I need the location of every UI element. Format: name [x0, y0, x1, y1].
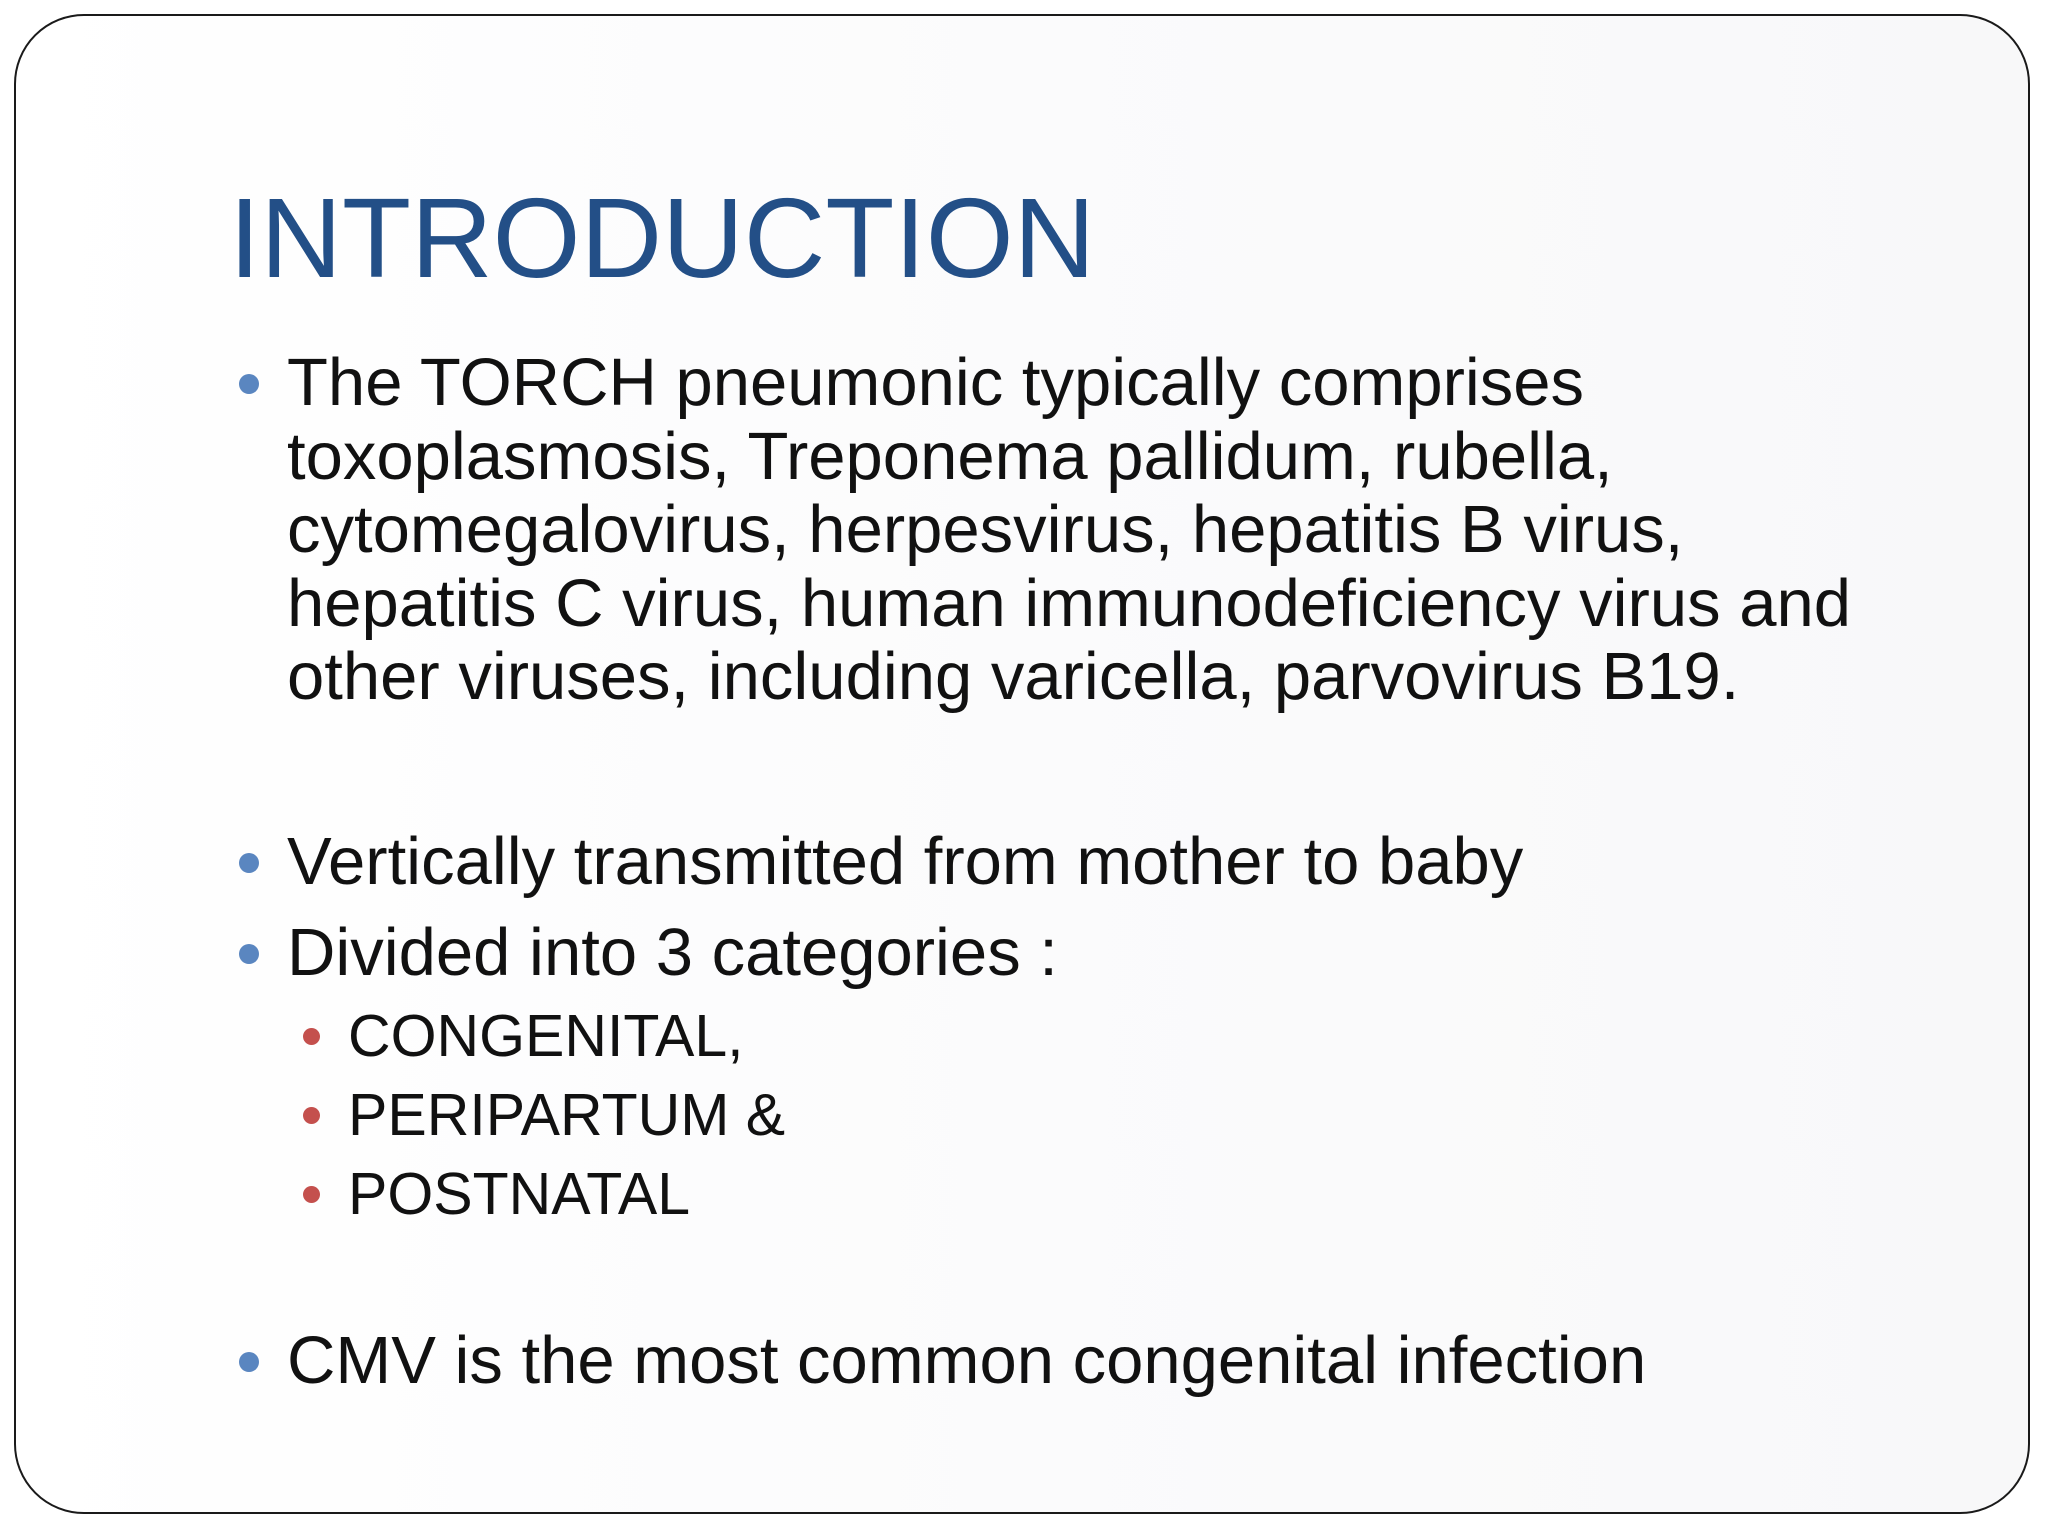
subbullet-peripartum	[348, 1079, 785, 1151]
subbullet-dot-icon	[303, 1186, 320, 1203]
bullet-text: Vertically transmitted from mother to baby	[287, 824, 1524, 899]
slide	[14, 14, 2030, 1514]
bullet-dot-icon	[239, 853, 259, 873]
bullet-dot-icon	[239, 1352, 259, 1372]
subbullet-text: CONGENITAL,	[348, 1003, 744, 1069]
bullet-vertical-transmission	[287, 825, 1523, 899]
bullet-text: CMV is the most common congenital infection	[287, 1323, 1647, 1398]
bullet-torch-definition	[287, 346, 1937, 714]
subbullet-dot-icon	[303, 1107, 320, 1124]
subbullet-dot-icon	[303, 1028, 320, 1045]
bullet-cmv-most-common	[287, 1324, 1646, 1398]
subbullet-congenital	[348, 1000, 744, 1072]
bullet-categories	[287, 916, 1058, 990]
subbullet-postnatal	[348, 1158, 690, 1230]
bullet-text: Divided into 3 categories :	[287, 915, 1058, 990]
bullet-dot-icon	[239, 944, 259, 964]
bullet-dot-icon	[239, 374, 259, 394]
bullet-text: The TORCH pneumonic typically comprises toxoplasmosis, Treponema pallidum, rubella, cytomegalovirus, herpesvirus, hepatitis B virus, hepatitis C virus, human immunodeficiency virus and other viruses, including varicella, parvovirus B19.	[287, 345, 1852, 714]
subbullet-text: PERIPARTUM &	[348, 1082, 786, 1148]
subbullet-text: POSTNATAL	[348, 1161, 691, 1227]
slide-title: INTRODUCTION	[229, 175, 1096, 301]
